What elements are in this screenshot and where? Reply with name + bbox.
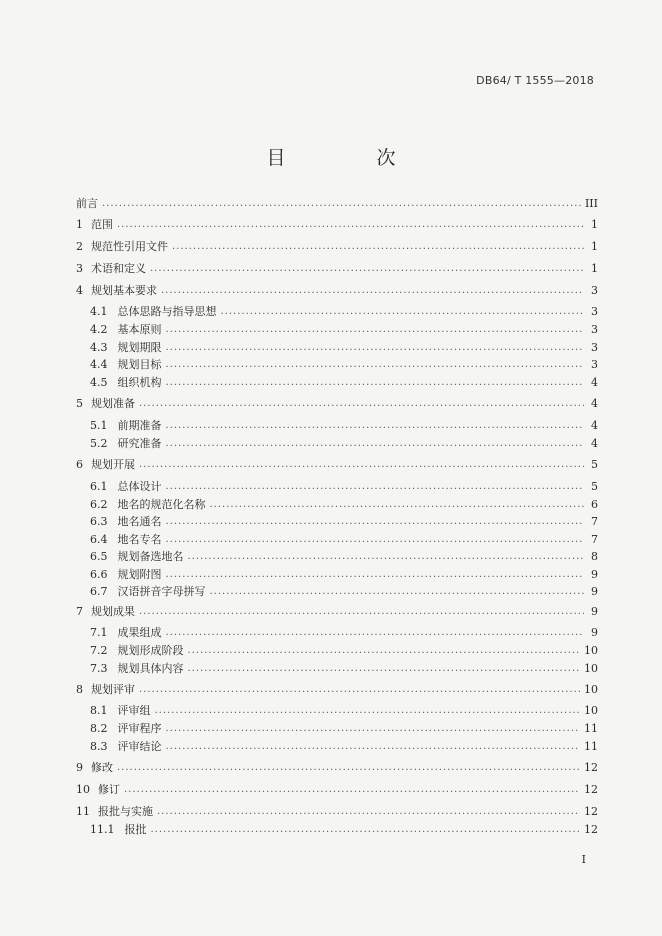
toc-entry[interactable] [76, 804, 598, 820]
toc-entry[interactable] [90, 418, 598, 434]
toc-leader-dots [166, 567, 585, 583]
toc-entry-label: 规划附图 [117, 568, 162, 581]
toc-entry-page: 11 [584, 722, 598, 735]
toc-entry-number: 6.4 [90, 533, 108, 546]
toc-entry-page: 10 [584, 662, 598, 675]
toc-leader-dots [166, 436, 585, 452]
toc-entry-number: 4.4 [90, 358, 108, 371]
toc-entry-label: 地名专名 [117, 533, 162, 546]
toc-leader-dots [124, 782, 580, 798]
toc-entry-label: 规划评审 [91, 683, 135, 696]
toc-entry-label: 范围 [91, 218, 113, 231]
toc-entry[interactable] [76, 782, 598, 798]
page-number: I [581, 853, 586, 866]
toc-entry-number: 6 [76, 458, 83, 471]
toc-entry-label: 规划形成阶段 [117, 644, 184, 657]
toc-entry-label: 组织机构 [117, 376, 162, 389]
toc-entry[interactable] [76, 196, 598, 212]
toc-leader-dots [166, 479, 585, 495]
toc-leader-dots [166, 357, 585, 373]
toc-leader-dots [139, 604, 584, 620]
page-title: 目 次 [266, 147, 432, 169]
toc-leader-dots [221, 304, 585, 320]
toc-entry-page: 5 [591, 458, 598, 471]
toc-entry-number: 10 [76, 783, 90, 796]
toc-entry-page: 6 [591, 498, 598, 511]
toc-leader-dots [139, 682, 580, 698]
toc-entry-page: 12 [584, 805, 598, 818]
toc-entry-label: 规划期限 [117, 341, 162, 354]
toc-entry-page: 3 [591, 341, 598, 354]
toc-leader-dots [102, 196, 581, 212]
toc-entry[interactable] [90, 549, 598, 565]
toc-entry[interactable] [90, 567, 598, 583]
toc-entry-label: 评审结论 [117, 740, 162, 753]
toc-leader-dots [166, 721, 581, 737]
toc-entry-page: 3 [591, 323, 598, 336]
toc-entry-number: 6.1 [90, 480, 108, 493]
toc-entry-label: 规范性引用文件 [91, 240, 168, 253]
toc-entry-page: 7 [591, 533, 598, 546]
toc-entry-label: 修订 [98, 783, 120, 796]
toc-entry-label: 总体设计 [117, 480, 162, 493]
standard-code: DB64/ T 1555—2018 [476, 74, 594, 87]
toc-entry[interactable] [90, 357, 598, 373]
toc-entry-page: 3 [591, 305, 598, 318]
toc-entry-page: 3 [591, 358, 598, 371]
toc-entry-label: 地名通名 [117, 515, 162, 528]
toc-entry-page: 10 [584, 683, 598, 696]
toc-entry-number: 8 [76, 683, 83, 696]
toc-entry-number: 5.1 [90, 419, 108, 432]
toc-entry[interactable] [90, 436, 598, 452]
toc-entry-page: 12 [584, 783, 598, 796]
toc-entry-page: 9 [591, 568, 598, 581]
toc-entry-number: 8.2 [90, 722, 108, 735]
toc-entry[interactable] [76, 283, 598, 299]
toc-entry-number: 6.5 [90, 550, 108, 563]
toc-leader-dots [155, 703, 581, 719]
toc-entry[interactable] [90, 322, 598, 338]
toc-entry[interactable] [76, 396, 598, 412]
toc-leader-dots [188, 549, 585, 565]
toc-entry-label: 前期准备 [117, 419, 162, 432]
toc-entry-page: 4 [591, 376, 598, 389]
toc-entry[interactable] [76, 457, 598, 473]
toc-entry-number: 8.3 [90, 740, 108, 753]
toc-leader-dots [166, 625, 585, 641]
toc-entry-number: 7 [76, 605, 83, 618]
toc-entry[interactable] [90, 739, 598, 755]
toc-entry-number: 4.5 [90, 376, 108, 389]
toc-entry-label: 规划备选地名 [117, 550, 184, 563]
toc-leader-dots [117, 760, 580, 776]
toc-entry-number: 5 [76, 397, 83, 410]
toc-entry-number: 11 [76, 805, 90, 818]
toc-entry-page: 1 [591, 240, 598, 253]
toc-entry-number: 7.1 [90, 626, 108, 639]
toc-entry-number: 6.2 [90, 498, 108, 511]
toc-entry-page: 9 [591, 585, 598, 598]
toc-entry-number: 6.7 [90, 585, 108, 598]
toc-leader-dots [210, 497, 585, 513]
toc-entry-label: 报批 [124, 823, 147, 836]
toc-entry[interactable] [76, 682, 598, 698]
toc-leader-dots [172, 239, 584, 255]
toc-leader-dots [166, 532, 585, 548]
toc-entry-label: 研究准备 [117, 437, 162, 450]
toc-entry-label: 地名的规范化名称 [117, 498, 206, 511]
toc-entry[interactable] [90, 479, 598, 495]
toc-leader-dots [117, 217, 584, 233]
toc-entry[interactable] [90, 304, 598, 320]
toc-entry[interactable] [90, 661, 598, 677]
toc-entry-page: 12 [584, 823, 598, 836]
toc-entry-page: 4 [591, 437, 598, 450]
toc-entry-page: 11 [584, 740, 598, 753]
toc-entry-label: 汉语拼音字母拼写 [117, 585, 206, 598]
toc-leader-dots [157, 804, 580, 820]
toc-entry-number: 9 [76, 761, 83, 774]
toc-entry-number: 7.2 [90, 644, 108, 657]
toc-entry-number: 6.6 [90, 568, 108, 581]
toc-entry-number: 2 [76, 240, 83, 253]
toc-entry-page: 12 [584, 761, 598, 774]
toc-entry-label: 规划成果 [91, 605, 135, 618]
toc-entry-label: 成果组成 [117, 626, 162, 639]
toc-entry[interactable] [90, 721, 598, 737]
toc-entry-number: 11.1 [90, 823, 115, 836]
toc-entry-number: 4.1 [90, 305, 108, 318]
toc-entry-page: 4 [591, 397, 598, 410]
toc-entry-label: 基本原则 [117, 323, 162, 336]
toc-leader-dots [166, 322, 585, 338]
toc-entry-page: 9 [591, 626, 598, 639]
toc-entry[interactable] [90, 643, 598, 659]
toc-leader-dots [210, 584, 585, 600]
toc-entry[interactable] [90, 375, 598, 391]
toc-entry[interactable] [90, 584, 598, 600]
toc-entry-label: 规划开展 [91, 458, 135, 471]
toc-entry[interactable] [90, 532, 598, 548]
toc-entry-page: 4 [591, 419, 598, 432]
toc-entry-number: 8.1 [90, 704, 108, 717]
toc-entry[interactable] [90, 822, 598, 838]
toc-entry-number: 4.3 [90, 341, 108, 354]
toc-entry[interactable] [90, 703, 598, 719]
toc-entry-number: 4.2 [90, 323, 108, 336]
toc-entry[interactable] [90, 497, 598, 513]
toc-entry-label: 总体思路与指导思想 [117, 305, 217, 318]
toc-leader-dots [188, 661, 581, 677]
toc-entry-number: 5.2 [90, 437, 108, 450]
toc-entry-page: 5 [591, 480, 598, 493]
toc-leader-dots [166, 375, 585, 391]
toc-entry-label: 评审组 [117, 704, 151, 717]
toc-entry-label: 规划具体内容 [117, 662, 184, 675]
toc-entry[interactable] [76, 239, 598, 255]
toc-entry-number: 6.3 [90, 515, 108, 528]
toc-entry[interactable] [76, 261, 598, 277]
toc-entry-page: 1 [591, 218, 598, 231]
toc-leader-dots [150, 261, 584, 277]
toc-entry[interactable] [90, 514, 598, 530]
toc-entry-label: 规划基本要求 [91, 284, 157, 297]
toc-entry-label: 术语和定义 [91, 262, 146, 275]
toc-entry-page: 3 [591, 284, 598, 297]
toc-entry[interactable] [90, 625, 598, 641]
toc-entry-page: III [584, 197, 598, 210]
toc-entry-page: 9 [591, 605, 598, 618]
toc-entry-page: 1 [591, 262, 598, 275]
toc-entry-label: 评审程序 [117, 722, 162, 735]
toc-entry-page: 10 [584, 704, 598, 717]
toc-entry[interactable] [76, 217, 598, 233]
toc-entry-label: 前言 [76, 197, 98, 210]
toc-entry-page: 10 [584, 644, 598, 657]
toc-entry-number: 4 [76, 284, 83, 297]
toc-leader-dots [166, 739, 581, 755]
toc-leader-dots [139, 396, 584, 412]
toc-leader-dots [161, 283, 584, 299]
toc-entry-label: 修改 [91, 761, 113, 774]
toc-entry[interactable] [76, 760, 598, 776]
toc-entry[interactable] [76, 604, 598, 620]
toc-leader-dots [166, 514, 585, 530]
toc-entry-page: 8 [591, 550, 598, 563]
toc-leader-dots [139, 457, 584, 473]
toc-entry-number: 1 [76, 218, 83, 231]
toc-entry-number: 3 [76, 262, 83, 275]
toc-entry-page: 7 [591, 515, 598, 528]
toc-leader-dots [166, 340, 585, 356]
toc-leader-dots [166, 418, 585, 434]
toc-leader-dots [188, 643, 581, 659]
toc-entry[interactable] [90, 340, 598, 356]
toc-entry-label: 报批与实施 [98, 805, 153, 818]
toc-leader-dots [151, 822, 581, 838]
toc-entry-label: 规划目标 [117, 358, 162, 371]
toc-entry-number: 7.3 [90, 662, 108, 675]
toc-entry-label: 规划准备 [91, 397, 135, 410]
